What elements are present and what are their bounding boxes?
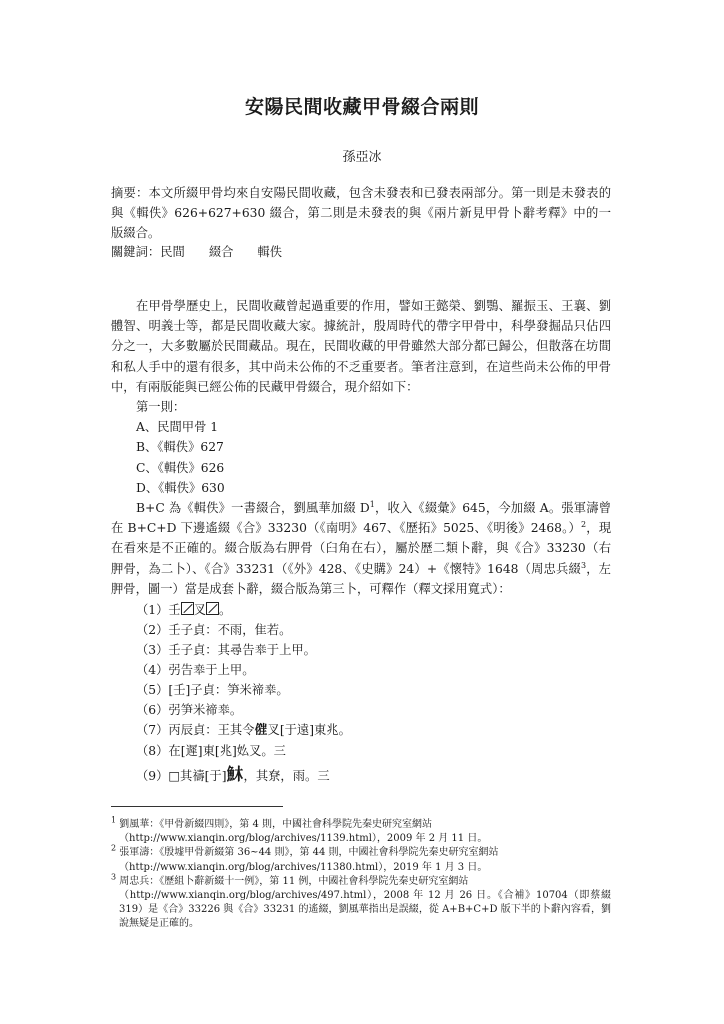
reading-line: （2）壬子貞：不雨，隹若。 (136, 623, 292, 637)
author-name: 孫亞冰 (342, 150, 382, 165)
footnote-number: 2 (111, 844, 117, 854)
reading-line: （4）弜告𠦪于上甲。 (136, 663, 255, 677)
reading-text: 叉[于遠]東兆。 (267, 723, 351, 737)
reading-line: （6）弜笋米禘𠦪。 (136, 703, 243, 717)
footnote-1 (111, 815, 611, 832)
footnote-ref[interactable]: 1 (369, 499, 375, 509)
list-item: B、《輯佚》627 (136, 440, 224, 455)
footnote-url[interactable]: （http://www.xianqin.org/blog/archives/497.html），2008 年 12 月 26 日。《合補》10704（即蔡綴 319）是《合》33226 與《合》33231 的遙綴，劉風華指出是誤綴，從 A+B+C+D 版下半的卜辭內容看，劉說無疑是正確的。 (119, 890, 611, 930)
reading-line (136, 765, 606, 786)
footnote-number: 3 (111, 872, 117, 882)
reading-line: （1）壬 叉 。 (136, 603, 232, 617)
oracle-glyph: 𩵦 (226, 765, 244, 785)
footnote-3 (111, 872, 611, 889)
footnote-ref[interactable]: 3 (580, 560, 587, 570)
reading-line: （3）壬子貞：其尋告𠦪于上甲。 (136, 643, 316, 657)
reading-line (136, 720, 606, 741)
damaged-glyph-icon (181, 602, 194, 615)
analysis-text: B+C 為《輯佚》一書綴合，劉風華加綴 D (136, 501, 370, 516)
list-item: C、《輯佚》626 (136, 460, 225, 475)
keyword-item: 民間 (160, 245, 185, 259)
keywords-label: 關鍵詞： (111, 245, 161, 259)
reading-text: （9）□其禱[于] (136, 769, 227, 783)
keyword-item: 輯佚 (257, 245, 283, 259)
analysis-paragraph (111, 498, 611, 599)
keywords (111, 242, 611, 262)
keyword-item: 綴合 (208, 245, 234, 259)
list-item: A、民間甲骨 1 (136, 420, 219, 435)
footnote-text: 張軍濤：《殷墟甲骨新綴第 36~44 則》，第 44 則，中國社會科學院先秦史研究室網站 (119, 847, 499, 859)
oracle-glyph: 𠍧 (254, 723, 268, 738)
footnote-divider (111, 806, 283, 807)
reading-text: ，其尞，雨。三 (243, 769, 330, 783)
footnote-2 (111, 846, 611, 860)
footnotes (111, 815, 611, 932)
damaged-glyph-icon (206, 602, 219, 615)
reading-line: （8）在[遲]東[兆]𡚸叉。三 (136, 744, 286, 758)
footnote-url[interactable]: （http://www.xianqin.org/blog/archives/1139.html），2009 年 2 月 11 日。 (119, 833, 488, 845)
analysis-text: ，收入《綴彙》645，今加綴 A。張軍濤曾在 B+C+D 下邊遙綴《合》33230（《南明》467、《歷拓》5025、《明後》2468。） (111, 501, 611, 536)
reading-text: （1）壬 (136, 603, 181, 617)
body-text (111, 296, 611, 599)
footnote-text: 劉風華：《甲骨新綴四則》，第 4 則，中國社會科學院先秦史研究室網站 (119, 819, 433, 830)
reading-text: （7）丙辰貞：王其令 (136, 723, 255, 737)
footnote-text: 周忠兵：《歷組卜辭新綴十一例》，第 11 例，中國社會科學院先秦史研究室網站 (119, 875, 469, 887)
analysis-text: ，左胛骨，圖一）當是成套卜辭，綴合版為第三卜，可釋作（釋文採用寬式）： (111, 561, 611, 596)
footnote-url[interactable]: （http://www.xianqin.org/blog/archives/11380.html），2019 年 1 月 3 日。 (119, 861, 488, 873)
analysis-text: ，現在看來是不正確的。綴合版為右胛骨（臼角在右），屬於歷二類卜辭，與《合》33230（右胛骨，為二卜）、《合》33231（《外》428、《史購》24）+《懷特》1648（周忠兵綴 (111, 521, 611, 576)
footnote-ref[interactable]: 2 (580, 520, 587, 530)
reading-line: （5）[壬]子貞：笋米禘𠦪。 (136, 683, 289, 697)
paper-title: 安陽民間收藏甲骨綴合兩則 (244, 96, 479, 118)
footnote-number: 1 (111, 815, 117, 825)
inscription-readings (136, 600, 606, 786)
list-item: D、《輯佚》630 (136, 480, 225, 495)
reading-text: 。 (219, 603, 232, 617)
abstract: 摘要：本文所綴甲骨均來自安陽民間收藏，包含未發表和已發表兩部分。第一則是未發表的與《輯佚》626+627+630 綴合，第二則是未發表的與《兩片新見甲骨卜辭考釋》中的一版綴合。 (111, 186, 611, 240)
section-heading: 第一則： (136, 400, 186, 415)
intro-paragraph: 在甲骨學歷史上，民間收藏曾起過重要的作用，譬如王懿榮、劉鶚、羅振玉、王襄、劉體智、明義士等，都是民間收藏大家。據統計，殷周時代的帶字甲骨中，科學發掘品只佔四分之一，大多數屬於民間藏品。現在，民間收藏的甲骨雖然大部分都已歸公，但散落在坊間和私人手中的還有很多，其中尚未公佈的不乏重要者。筆者注意到，在這些尚未公佈的甲骨中，有兩版能與已經公佈的民藏甲骨綴合，現介紹如下： (111, 299, 611, 394)
